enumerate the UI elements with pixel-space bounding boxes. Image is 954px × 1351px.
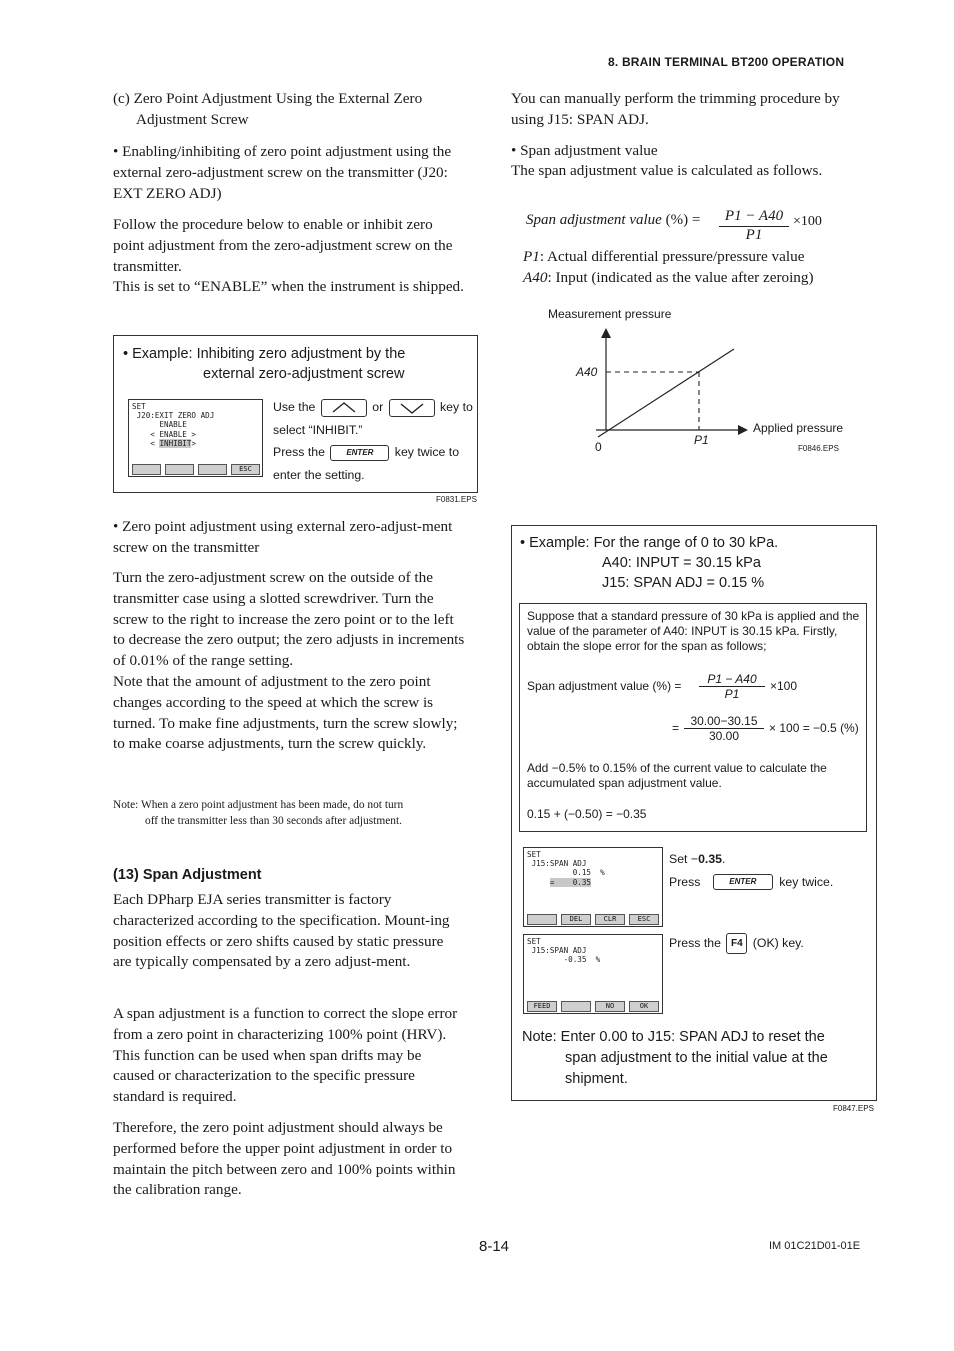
formula-label (526, 212, 700, 229)
calc-fraction (684, 714, 764, 743)
span-para1: Each DPharp EJA series transmitter is factory characterized according to the specification. Mount-ing position effects or zero shifts caused by static pressure are typically compensated by a zero adjust-ment. (113, 891, 450, 971)
formula-fraction (719, 208, 789, 244)
press-label: Press (669, 874, 701, 889)
figure-id-f0846: F0846.EPS (798, 444, 839, 453)
instr-enter-setting: enter the setting. (273, 467, 365, 482)
example-inhibit-title (123, 344, 405, 384)
f3-softkey (198, 464, 227, 475)
instr-or: or (372, 400, 384, 414)
example-span-line2: A40: INPUT = 30.15 kPa (602, 555, 761, 571)
calc-denominator: 30.00 (684, 728, 764, 743)
lcd-line: > (191, 438, 197, 448)
no-softkey: NO (595, 1001, 625, 1012)
def-a40-symbol: A40 (523, 269, 548, 286)
span-graph (570, 320, 770, 450)
page-number: 8-14 (479, 1238, 510, 1255)
graph-x-label: Applied pressure (753, 421, 844, 435)
calc-line: The span adjustment value is calculated as follows. (511, 162, 823, 179)
bullet-external-screw: • Zero point adjustment using external zero-adjust-ment screw on the transmitter (113, 518, 453, 556)
formula-label-text: Span adjustment value (526, 212, 662, 228)
graph-origin-label: 0 (595, 440, 602, 454)
paragraph-screw (113, 568, 465, 755)
paragraph-procedure (113, 215, 465, 298)
paragraph-shipped-text: This is set to “ENABLE” when the instrument is shipped. (113, 278, 464, 296)
example-title-line1: • Example: Inhibiting zero adjustment by the (123, 346, 406, 362)
formula-times-100: ×100 (793, 214, 822, 229)
note-line1: Note: When a zero point adjustment has been made, do not turn (113, 799, 404, 811)
bt200-lcd-j15-confirm (523, 934, 663, 1014)
set-label: Set − (669, 852, 699, 866)
lcd-line: SET (527, 850, 541, 859)
formula-denominator: P1 (719, 226, 789, 244)
f4-key: F4 (726, 933, 747, 954)
lcd-input-value: = 0.35 (549, 877, 592, 887)
down-arrow-key (389, 399, 435, 417)
note-line2: off the transmitter less than 30 seconds after adjustment. (145, 815, 402, 827)
lcd-line: < (132, 438, 160, 448)
example-span-line1: • Example: For the range of 0 to 30 kPa. (520, 535, 779, 551)
f4-instruction (669, 933, 804, 954)
lcd-line: SET (132, 402, 146, 411)
lcd-selected-option: INHIBIT (159, 438, 192, 448)
calc-sav-den: P1 (699, 686, 765, 701)
calculation-box (519, 603, 867, 832)
calc-add-text: Add −0.5% to 0.15% of the current value to calculate the accumulated span adjustment value. (527, 761, 827, 790)
instr-key-twice: key twice to (394, 445, 460, 459)
lcd-line: J15:SPAN ADJ (527, 859, 587, 869)
span-para3: Therefore, the zero point adjustment should always be performed before the upper point adjustment in order to maintain the pitch between zero and 100% points within the calibration range. (113, 1119, 456, 1199)
lcd-line: J20:EXIT ZERO ADJ (132, 411, 215, 421)
calc-intro: Suppose that a standard pressure of 30 kPa is applied and the value of the parameter of A40: INPUT is 30.15 kPa. Firstly, obtain the slope error for the span as follows; (527, 609, 860, 653)
lcd-line: -0.35 % (527, 955, 601, 965)
key-twice-label: key twice. (779, 874, 834, 889)
note-30-seconds (113, 797, 463, 829)
lcd-line: < ENABLE > (132, 429, 197, 439)
def-a40-text: : Input (indicated as the value after zeroing) (547, 269, 814, 286)
calc-sav-x100: ×100 (770, 679, 798, 693)
graph-p1-label: P1 (694, 433, 709, 447)
calc-result: × 100 = −0.5 (%) (769, 721, 859, 735)
span-para2: A span adjustment is a function to correct the slope error from a zero point in characterizing 100% point (HRV). This function can be used when span drifts may be caused or characterization to the specific pressure standard is required. (113, 1005, 458, 1106)
example-instructions (273, 396, 478, 486)
reset-note-line3: shipment. (565, 1071, 628, 1087)
del-softkey: DEL (561, 914, 591, 925)
set-instructions (669, 848, 833, 893)
example-span-box (511, 525, 877, 1101)
instr-press-the: Press the (273, 445, 325, 459)
calc-sum: 0.15 + (−0.50) = −0.35 (527, 807, 647, 821)
clr-softkey: CLR (595, 914, 625, 925)
set-dot: . (722, 852, 726, 866)
section-header: 8. BRAIN TERMINAL BT200 OPERATION (608, 55, 845, 69)
f2-softkey (561, 1001, 591, 1012)
intro-trimming: You can manually perform the trimming procedure by using J15: SPAN ADJ. (511, 90, 840, 128)
formula-pct: (%) = (665, 212, 701, 228)
lcd-line (527, 878, 550, 887)
span-adjustment-heading: (13) Span Adjustment (113, 867, 262, 883)
definition-a40 (523, 268, 814, 289)
calc-numerator: 30.00−30.15 (690, 714, 758, 728)
reset-note-line1: Note: Enter 0.00 to J15: SPAN ADJ to reset the (522, 1029, 825, 1045)
example-title-line2: external zero-adjustment screw (203, 366, 405, 382)
f1-softkey (527, 914, 557, 925)
formula-numerator: P1 − A40 (724, 208, 784, 224)
paragraph-speed-text: Note that the amount of adjustment to the zero point changes according to the speed at which the screw is turned. To make fine adjustments, turn the screw slowly; to make coarse adjustments, turn the screw quickly. (113, 672, 458, 753)
esc-softkey: ESC (629, 914, 659, 925)
x-axis-arrow-icon (738, 425, 748, 435)
calc-sav-fraction (699, 672, 765, 701)
lcd-line: 0.15 % (527, 868, 605, 878)
instr-key-to: key to (440, 400, 473, 414)
reset-note (522, 1027, 828, 1090)
press-the-label: Press the (669, 936, 721, 950)
heading-c-line2: Adjustment Screw (136, 110, 249, 128)
f2-softkey (165, 464, 194, 475)
ok-softkey: OK (629, 1001, 659, 1012)
heading-c (113, 89, 463, 131)
chevron-up-icon (322, 400, 366, 416)
example-span-title (520, 533, 778, 593)
lcd-line: ENABLE (132, 420, 187, 430)
graph-a40-label: A40 (576, 365, 598, 379)
example-inhibit-box (113, 335, 478, 493)
f1-softkey (132, 464, 161, 475)
feed-softkey: FEED (527, 1001, 557, 1012)
calc-sav-label: Span adjustment value (%) = (527, 679, 682, 693)
def-p1-symbol: P1 (523, 248, 540, 265)
def-p1-text: : Actual differential pressure/pressure value (539, 248, 805, 265)
enter-key: ENTER (330, 445, 389, 461)
bt200-lcd-j20 (128, 399, 263, 477)
example-span-line3: J15: SPAN ADJ = 0.15 % (602, 575, 765, 591)
up-arrow-key (321, 399, 367, 417)
paragraph-screw-text: Turn the zero-adjustment screw on the outside of the transmitter case using a slotted screwdriver. Turn the screw to the right to increase the zero point or to the left to decrease the zero output; the zero adjusts in increments of 0.01% of the range setting. (113, 569, 465, 670)
set-value: 0.35 (698, 852, 722, 866)
esc-softkey: ESC (231, 464, 260, 475)
graph-y-label: Measurement pressure (548, 307, 672, 321)
lcd-line: SET (527, 937, 541, 946)
definition-p1 (523, 247, 804, 268)
ok-key-label: (OK) key. (752, 936, 804, 950)
instr-select-inhibit: select “INHIBIT.” (273, 422, 363, 437)
instr-use-the: Use the (273, 400, 316, 414)
figure-id-f0847: F0847.EPS (833, 1104, 874, 1113)
paragraph-procedure-text: Follow the procedure below to enable or inhibit zero point adjustment from the zero-adjustment screw on the transmitter. (113, 216, 453, 275)
bt200-lcd-j15-set (523, 847, 663, 927)
reset-note-line2: span adjustment to the initial value at the (565, 1050, 828, 1066)
heading-c-line1: (c) Zero Point Adjustment Using the External Zero (113, 90, 423, 107)
document-id: IM 01C21D01-01E (769, 1240, 861, 1252)
bullet-span-value: • Span adjustment value (511, 142, 658, 159)
graph-line (598, 349, 734, 437)
calc-sav-num: P1 − A40 (707, 672, 757, 686)
enter-key: ENTER (713, 874, 773, 890)
lcd-line: J15:SPAN ADJ (527, 946, 587, 956)
y-axis-arrow-icon (601, 328, 611, 338)
bullet-enable-inhibit: • Enabling/inhibiting of zero point adjustment using the external zero-adjustment screw on the transmitter (J20: EXT ZERO ADJ) (113, 143, 452, 202)
calc-equals: = (672, 721, 680, 735)
figure-id-f0831: F0831.EPS (436, 495, 477, 504)
chevron-down-icon (390, 400, 434, 416)
